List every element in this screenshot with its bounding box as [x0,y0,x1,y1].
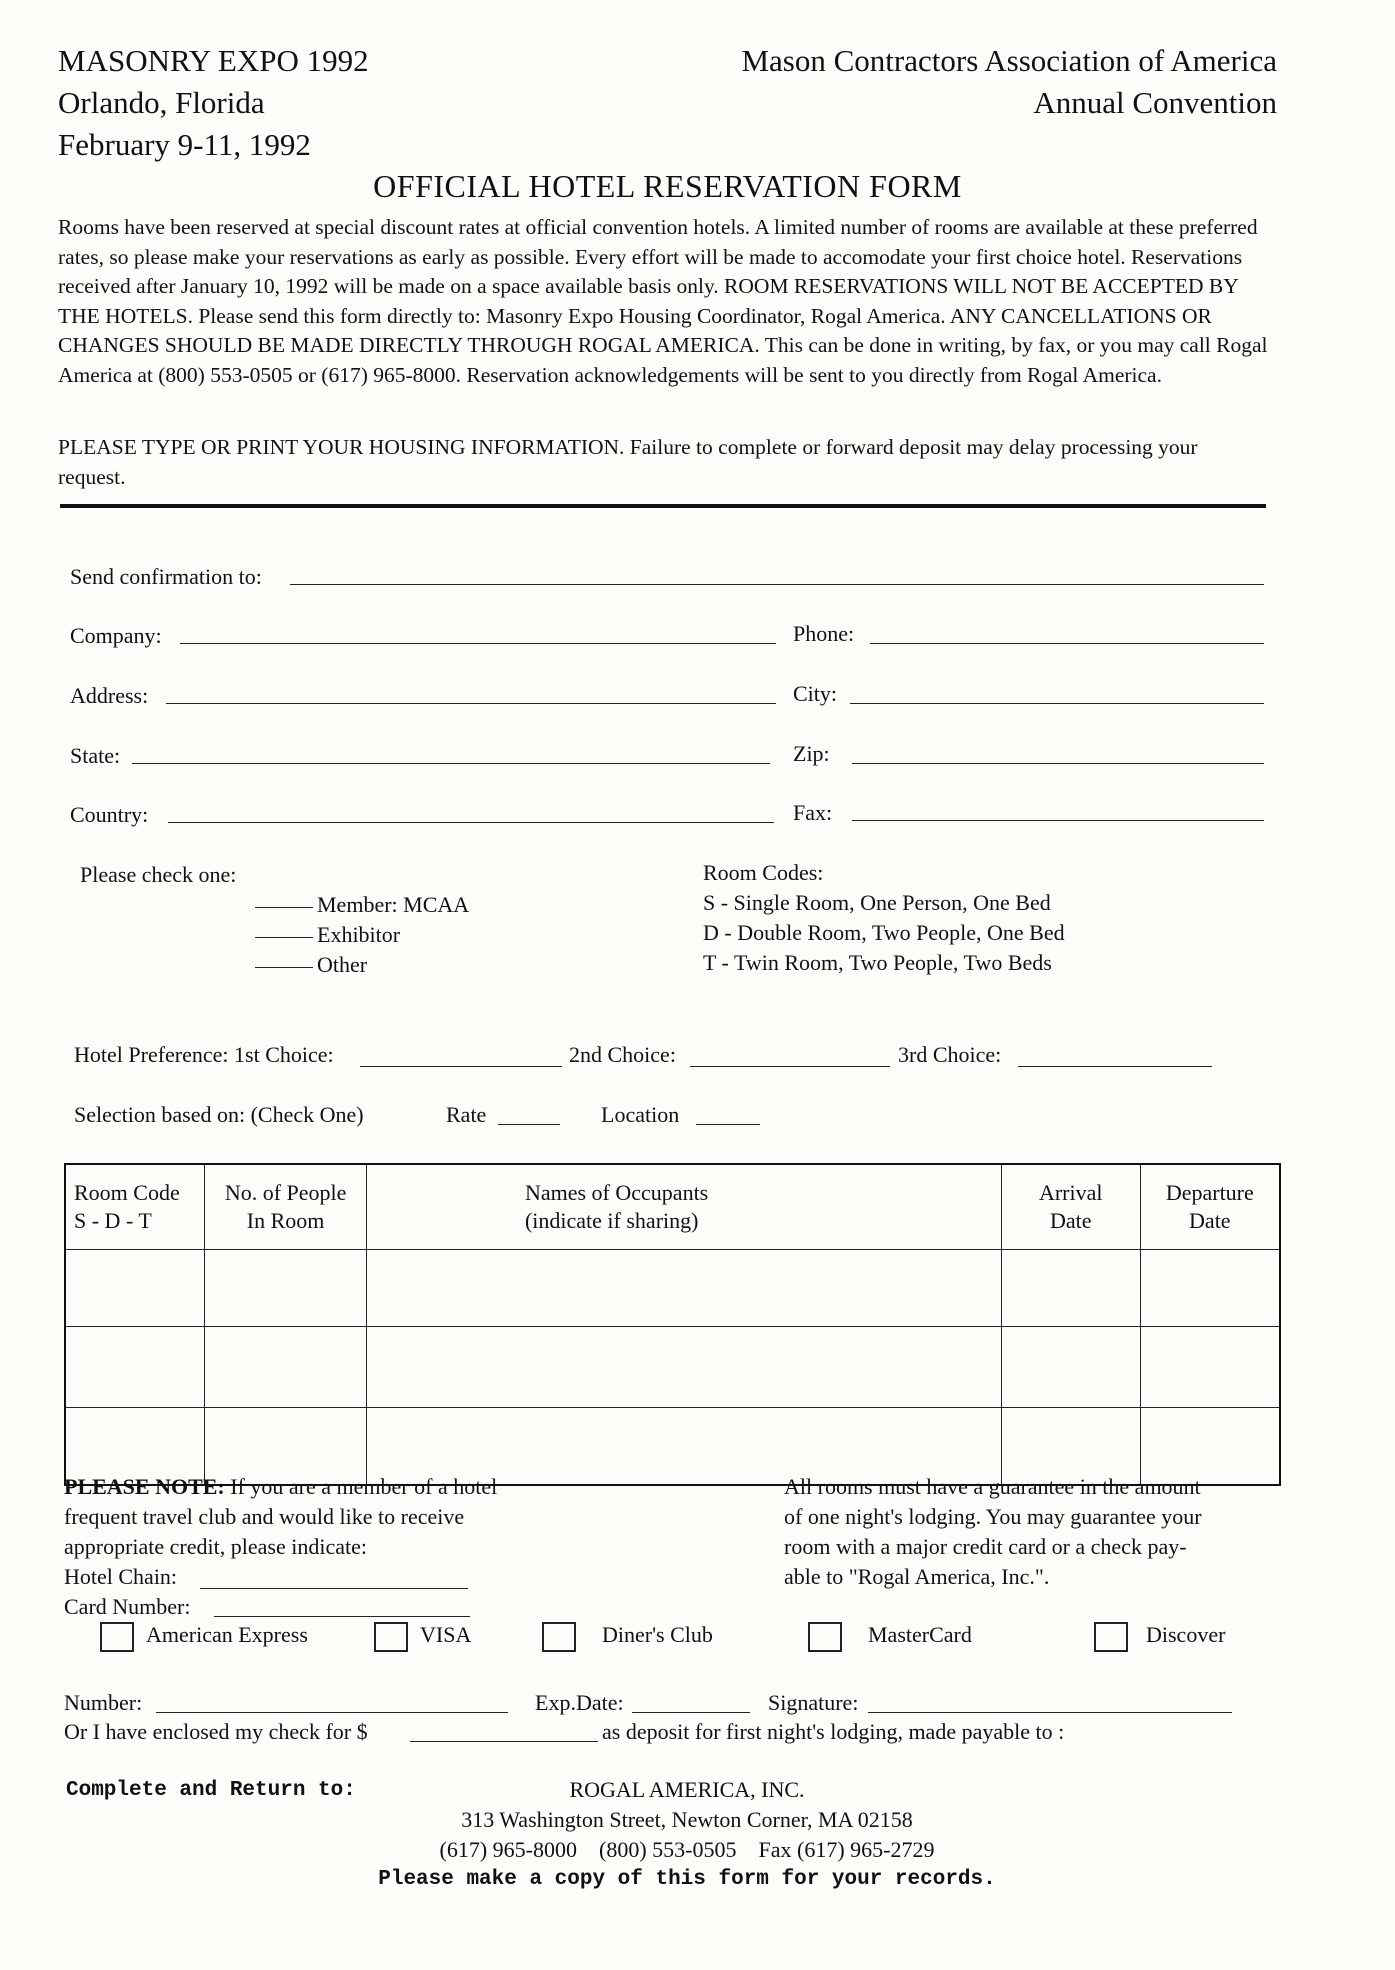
header-room-code-line1: Room Code [74,1180,180,1205]
copy-note: Please make a copy of this form for your records. [378,1868,996,1891]
room-code-single: S - Single Room, One Person, One Bed [703,890,1051,915]
state-label: State: [70,743,121,768]
guarantee-line1: All rooms must have a guarantee in the amount [784,1474,1201,1499]
occupants-cell[interactable] [366,1327,1001,1408]
room-codes-label: Room Codes: [703,860,824,885]
third-choice-field[interactable] [1018,1066,1212,1067]
event-location: Orlando, Florida [58,85,265,120]
intro-text: Rooms have been reserved at special discount rates at official convention hotels. A limited number of rooms are available at these preferred rates, so please make your reservations as early as possible. Every effort will be made to accomodate your first choice hotel. Reservations received after January 10, 1992 will be made on a space available basis only. ROOM RESERVATIONS WILL NOT BE ACCEPTED BY THE HOTELS. Please send this form directly to: Masonry Expo Housing Coordinator, Rogal America. ANY CANCELLATIONS OR CHANGES SHOULD BE MADE DIRECTLY THROUGH ROGAL AMERICA. This can be done in writing, by fax, or you may call Rogal America at (800) 553-0505 or (617) 965-8000. Reservation acknowledgements will be sent to you directly from Rogal America. [58,215,1268,387]
phone-field[interactable] [870,643,1264,644]
please-note [64,1472,497,1562]
membership-options [255,890,469,980]
discover-label: Discover [1146,1622,1226,1648]
room-code-cell[interactable] [65,1327,205,1408]
signature-field[interactable] [868,1712,1232,1713]
exhibitor-check-blank[interactable] [255,937,313,938]
card-discover-option[interactable] [1094,1622,1225,1652]
people-cell[interactable] [205,1327,367,1408]
discover-checkbox[interactable] [1094,1622,1128,1652]
member-option-label: Member: MCAA [317,892,470,917]
organization-info [741,40,1277,124]
table-header-row [65,1164,1280,1250]
third-choice-label: 3rd Choice: [898,1042,1002,1067]
diners-label: Diner's Club [602,1622,713,1648]
amex-checkbox[interactable] [100,1622,134,1652]
return-street: 313 Washington Street, Newton Corner, MA 02158 [461,1807,913,1832]
departure-cell[interactable] [1140,1327,1280,1408]
mastercard-label: MasterCard [868,1622,972,1648]
number-field[interactable] [156,1712,508,1713]
header-no-people-line2: In Room [246,1208,325,1233]
member-check-blank[interactable] [255,907,313,908]
please-note-line1 [64,1472,497,1502]
return-company: ROGAL AMERICA, INC. [569,1777,805,1802]
return-phones: (617) 965-8000 (800) 553-0505 Fax (617) 965-2729 [439,1837,935,1862]
form-title: OFFICIAL HOTEL RESERVATION FORM [373,168,962,204]
fax-label: Fax: [793,800,833,825]
company-label: Company: [70,623,162,648]
guarantee-line2: of one night's lodging. You may guarantee your [784,1504,1202,1529]
convention-name: Annual Convention [1033,85,1277,120]
room-code-cell[interactable] [65,1250,205,1327]
header-no-people [205,1164,367,1250]
exhibitor-option[interactable] [255,920,469,950]
please-note-line2: frequent travel club and would like to receive [64,1504,465,1529]
signature-label: Signature: [768,1690,859,1715]
send-confirmation-field[interactable] [290,584,1264,585]
header-no-people-line1: No. of People [224,1180,347,1205]
intro-paragraph [58,213,1268,390]
selection-label: Selection based on: (Check One) [74,1102,364,1127]
amex-label: American Express [146,1622,308,1648]
table-row [65,1327,1280,1408]
occupants-table [64,1163,1281,1486]
guarantee-note [784,1472,1202,1592]
city-label: City: [793,681,838,706]
header-occupants [366,1164,1001,1250]
number-label: Number: [64,1690,143,1715]
hotel-pref-label: Hotel Preference: 1st Choice: [74,1042,334,1067]
header-room-code [65,1164,205,1250]
fax-field[interactable] [852,820,1264,821]
header-divider [60,504,1266,508]
guarantee-line3: room with a major credit card or a check pay- [784,1534,1187,1559]
return-address-block [290,1775,1084,1865]
second-choice-field[interactable] [690,1066,890,1067]
phone-label: Phone: [793,621,855,646]
card-visa-option[interactable] [374,1622,471,1652]
address-label: Address: [70,683,149,708]
send-confirmation-label: Send confirmation to: [70,564,262,589]
first-choice-field[interactable] [360,1066,562,1067]
guarantee-line4: able to "Rogal America, Inc.". [784,1564,1050,1589]
card-diners-option[interactable] [542,1622,713,1652]
please-note-bold: PLEASE NOTE: [64,1474,225,1499]
header-occupants-line1: Names of Occupants [524,1180,709,1205]
location-label: Location [601,1102,680,1127]
check-amount-field[interactable] [410,1741,598,1742]
rate-label: Rate [446,1102,487,1127]
address-field[interactable] [166,703,776,704]
people-cell[interactable] [205,1250,367,1327]
card-number-field[interactable] [214,1616,470,1617]
room-code-twin: T - Twin Room, Two People, Two Beds [703,950,1052,975]
please-note-line3: appropriate credit, please indicate: [64,1534,367,1559]
diners-checkbox[interactable] [542,1622,576,1652]
header-room-code-line2: S - D - T [74,1208,152,1233]
card-amex-option[interactable] [100,1622,308,1652]
zip-label: Zip: [793,741,830,766]
hotel-chain-field[interactable] [200,1588,468,1589]
exp-date-label: Exp.Date: [535,1690,624,1715]
organization-name: Mason Contractors Association of America [741,43,1277,78]
check-suffix: as deposit for first night's lodging, made payable to : [602,1719,1065,1744]
rate-check-blank[interactable] [498,1124,560,1125]
header-arrival [1001,1164,1140,1250]
header-departure-line2: Date [1189,1208,1231,1233]
exp-date-field[interactable] [632,1712,750,1713]
departure-cell[interactable] [1140,1250,1280,1327]
arrival-cell[interactable] [1001,1250,1140,1327]
room-codes [703,858,1065,978]
member-option[interactable] [255,890,469,920]
room-code-double: D - Double Room, Two People, One Bed [703,920,1065,945]
event-name: MASONRY EXPO 1992 [58,43,369,78]
header-arrival-line2: Date [1049,1208,1092,1233]
card-mastercard-option[interactable] [808,1622,972,1652]
event-info [58,40,369,166]
table-row [65,1250,1280,1327]
second-choice-label: 2nd Choice: [569,1042,676,1067]
header-departure-line1: Departure [1165,1180,1254,1205]
card-number-label: Card Number: [64,1594,191,1619]
zip-field[interactable] [852,763,1264,764]
arrival-cell[interactable] [1001,1327,1140,1408]
other-option[interactable] [255,950,469,980]
mastercard-checkbox[interactable] [808,1622,842,1652]
other-option-label: Other [317,952,368,977]
print-note-text: PLEASE TYPE OR PRINT YOUR HOUSING INFORMATION. Failure to complete or forward deposit may delay processing your request. [58,435,1198,489]
check-one-label: Please check one: [80,862,237,887]
print-note [58,433,1268,492]
location-check-blank[interactable] [696,1124,760,1125]
please-note-line1-text: If you are a member of a hotel [224,1474,498,1499]
other-check-blank[interactable] [255,967,313,968]
return-label: Complete and Return to: [66,1779,356,1802]
event-dates: February 9-11, 1992 [58,127,311,162]
exhibitor-option-label: Exhibitor [317,922,401,947]
header-departure [1140,1164,1280,1250]
state-field[interactable] [132,763,770,764]
country-label: Country: [70,802,149,827]
visa-checkbox[interactable] [374,1622,408,1652]
company-field[interactable] [180,643,776,644]
header-occupants-line2: (indicate if sharing) [524,1208,699,1233]
visa-label: VISA [420,1622,472,1648]
hotel-chain-label: Hotel Chain: [64,1564,178,1589]
city-field[interactable] [850,703,1264,704]
country-field[interactable] [168,822,774,823]
occupants-cell[interactable] [366,1250,1001,1327]
header-arrival-line1: Arrival [1038,1180,1103,1205]
check-prefix: Or I have enclosed my check for $ [64,1719,368,1744]
